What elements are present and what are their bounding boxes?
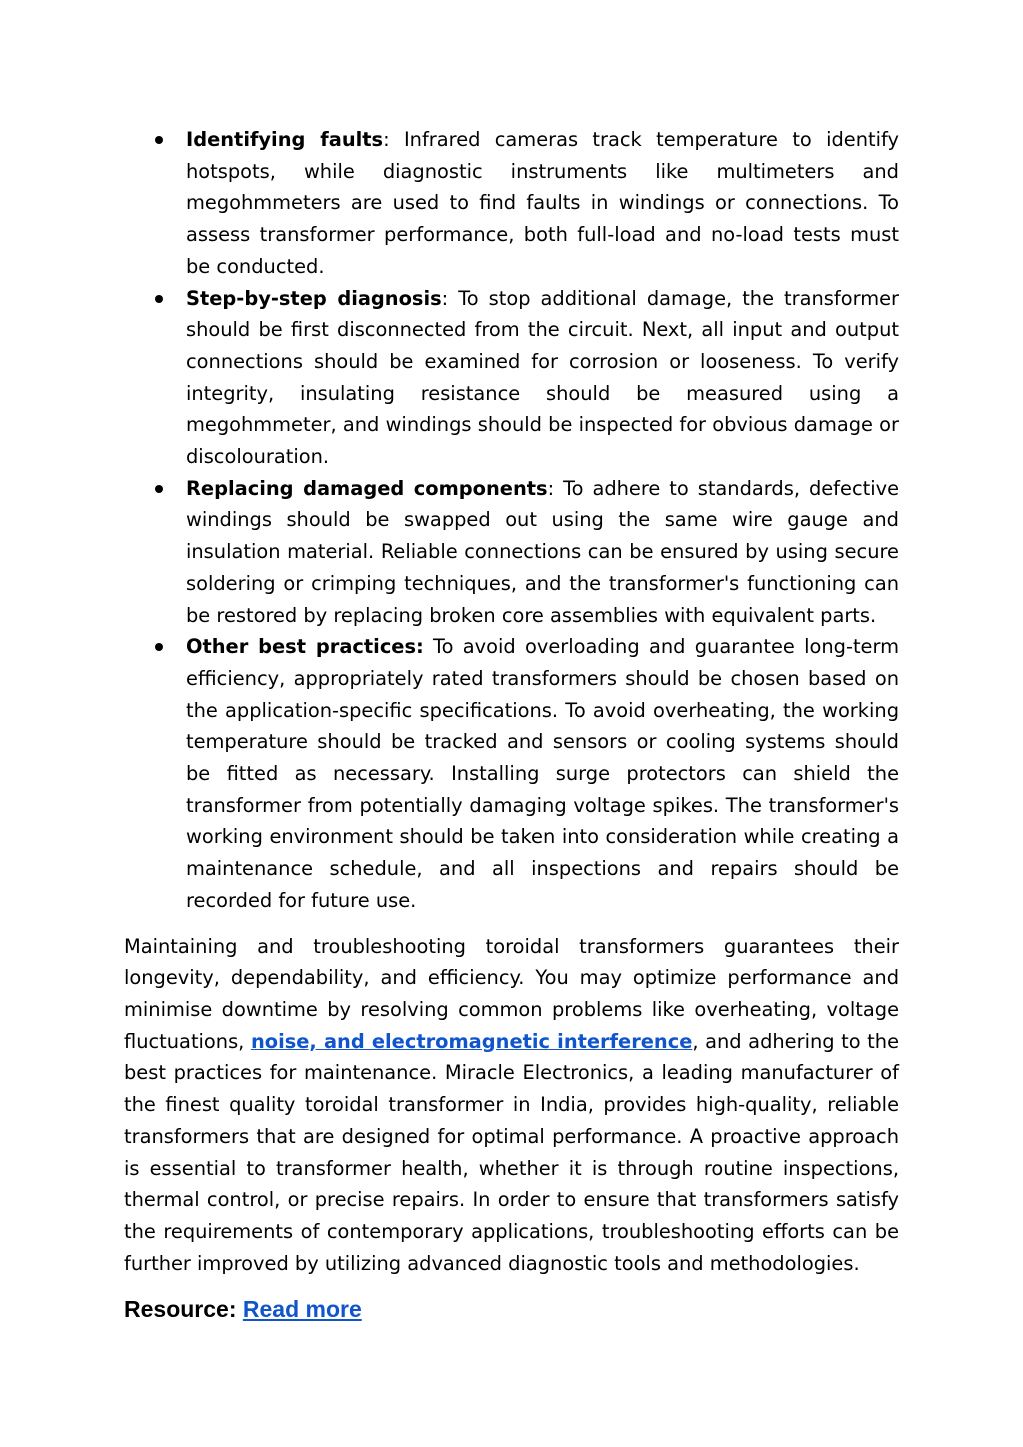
noise-interference-link[interactable]: noise, and electromagnetic interference bbox=[250, 1029, 693, 1053]
conclusion-paragraph bbox=[124, 931, 899, 1280]
bullet-icon bbox=[155, 643, 163, 651]
bullet-separator: : bbox=[547, 476, 555, 500]
bullet-title: Other best practices: bbox=[186, 635, 424, 659]
bullet-text: To stop additional damage, the transformer should be first disconnected from the circuit. Next, all input and output connections should be examined for corrosion or looseness. To verify integrity, insulating resistance should be measured using a megohmmeter, and windings should be inspected for obvious damage or discolouration. bbox=[186, 286, 899, 469]
read-more-link[interactable]: Read more bbox=[242, 1296, 362, 1323]
bullet-text: To adhere to standards, defective windings should be swapped out using the same wire gauge and insulation material. Reliable connections can be ensured by using secure soldering or crimping techniques, and the transformer's functioning can be restored by replacing broken core assemblies with equivalent parts. bbox=[186, 476, 899, 627]
bullet-icon bbox=[155, 136, 163, 144]
bullet-title: Replacing damaged components bbox=[186, 476, 548, 500]
bullet-icon bbox=[155, 295, 163, 303]
document-page bbox=[124, 124, 899, 1325]
bullet-separator: : bbox=[441, 286, 449, 310]
bullet-item-identifying-faults bbox=[124, 124, 899, 283]
bullet-item-step-by-step-diagnosis bbox=[124, 283, 899, 473]
bullet-item-other-best-practices bbox=[124, 631, 899, 916]
conclusion-text-before: Maintaining and troubleshooting toroidal transformers guarantees their longevity, dependability, and efficiency. You may optimize performance and minimise downtime by resolving common problems like overheating, voltage fluctuations, bbox=[124, 934, 899, 1053]
bullet-title: Identifying faults bbox=[186, 128, 384, 151]
bullet-icon bbox=[155, 485, 163, 493]
bullet-separator: : bbox=[383, 128, 390, 151]
resource-label: Resource: bbox=[124, 1296, 243, 1323]
resource-line bbox=[124, 1293, 899, 1325]
bullet-text: Infrared cameras track temperature to identify hotspots, while diagnostic instruments like multimeters and megohmmeters are used to find faults in windings or connections. To assess transformer performance, both full-load and no-load tests must be conducted. bbox=[186, 128, 899, 278]
bullet-list bbox=[124, 124, 899, 917]
bullet-title: Step-by-step diagnosis bbox=[186, 286, 442, 310]
bullet-text: To avoid overloading and guarantee long-term efficiency, appropriately rated transformers should be chosen based on the application-specific specifications. To avoid overheating, the working temperature should be tracked and sensors or cooling systems should be fitted as necessary. Installing surge protectors can shield the transformer from potentially damaging voltage spikes. The transformer's working environment should be taken into consideration while creating a maintenance schedule, and all inspections and repairs should be recorded for future use. bbox=[186, 635, 899, 912]
conclusion-text-after: , and adhering to the best practices for maintenance. Miracle Electronics, a leading manufacturer of the finest quality toroidal transformer in India, provides high-quality, reliable transformers that are designed for optimal performance. A proactive approach is essential to transformer health, whether it is through routine inspections, thermal control, or precise repairs. In order to ensure that transformers satisfy the requirements of contemporary applications, troubleshooting efforts can be further improved by utilizing advanced diagnostic tools and methodologies. bbox=[124, 1029, 900, 1275]
bullet-item-replacing-damaged-components bbox=[124, 473, 899, 632]
